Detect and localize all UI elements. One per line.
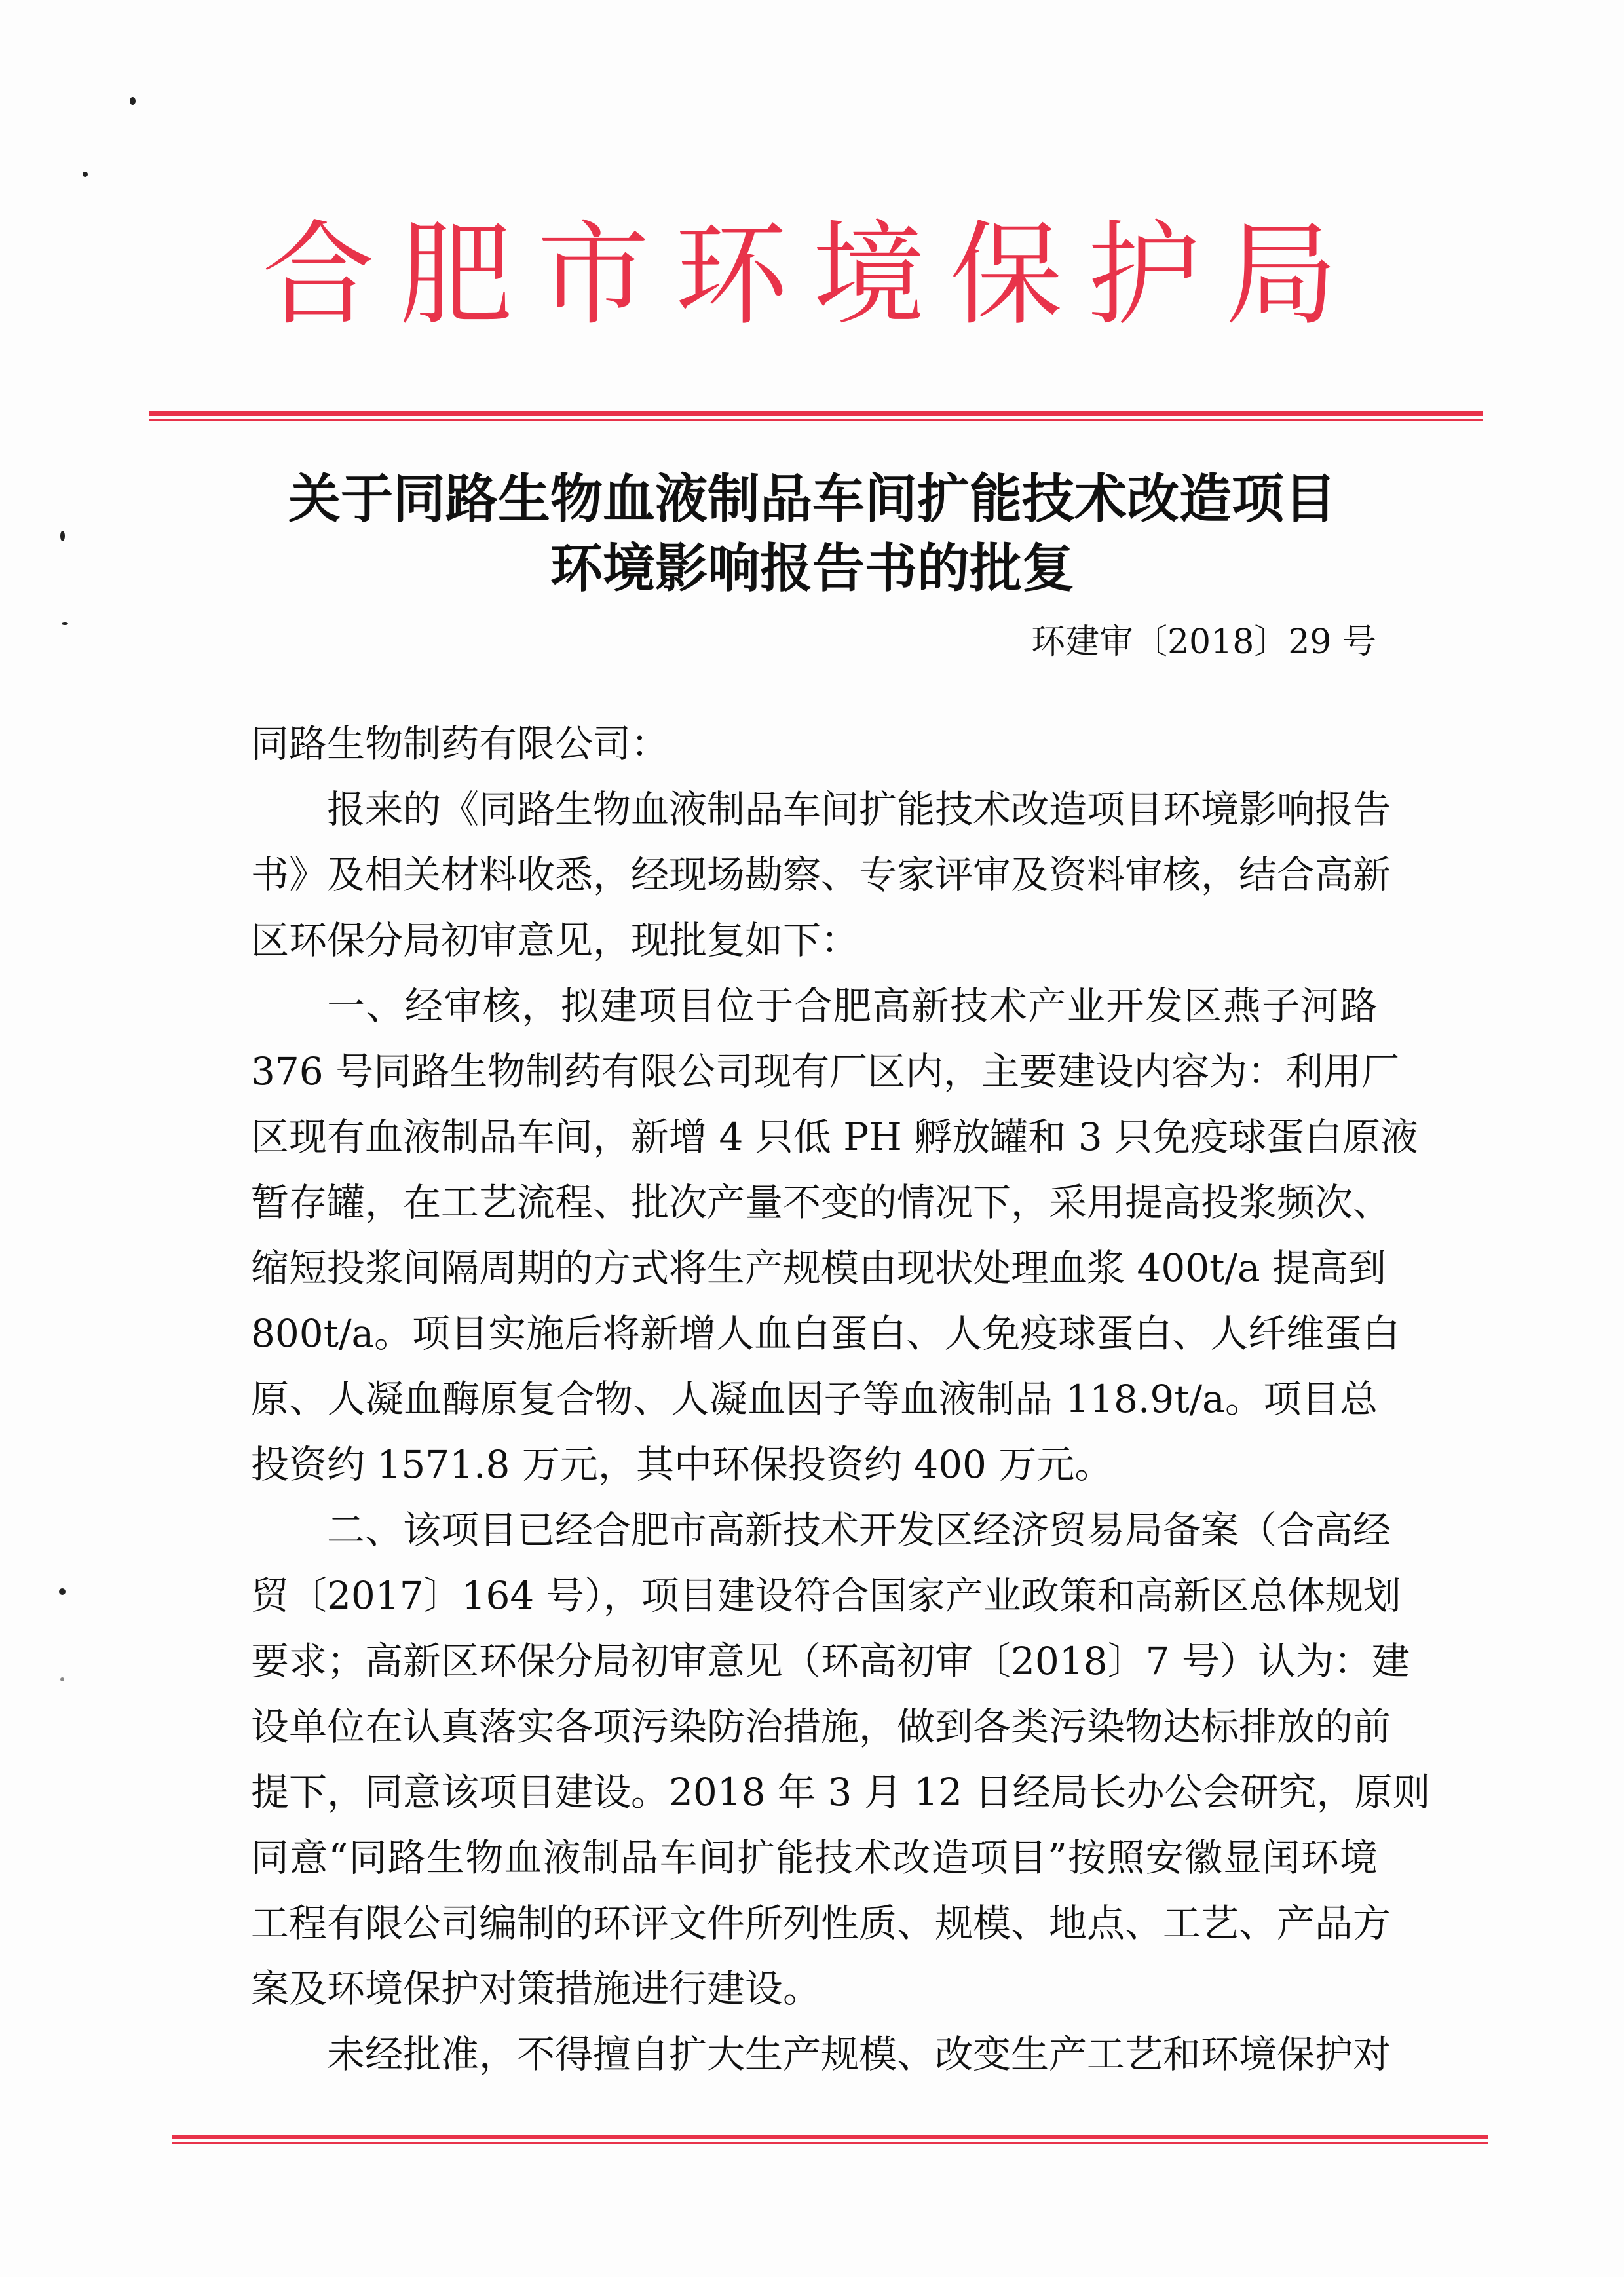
scan-speck	[60, 1677, 64, 1681]
scan-speck	[62, 622, 68, 625]
body-line: 工程有限公司编制的环评文件所列性质、规模、地点、工艺、产品方	[251, 1901, 1391, 1945]
body-line: 投资约 1571.8 万元，其中环保投资约 400 万元。	[251, 1442, 1113, 1487]
body-line: 设单位在认真落实各项污染防治措施，做到各类污染物达标排放的前	[251, 1704, 1391, 1749]
body-line: 案及环境保护对策措施进行建设。	[251, 1966, 821, 2011]
body-line: 800t/a。项目实施后将新增人血白蛋白、人免疫球蛋白、人纤维蛋白	[251, 1311, 1401, 1356]
red-rule-thin-line	[172, 2142, 1488, 2144]
body-line: 书》及相关材料收悉，经现场勘察、专家评审及资料审核，结合高新	[251, 852, 1391, 897]
letterhead-agency-name: 合肥市环境保护局	[262, 209, 1363, 341]
letterhead-red-rule	[149, 411, 1483, 422]
footer-red-rule	[172, 2135, 1488, 2145]
body-line: 376 号同路生物制药有限公司现有厂区内，主要建设内容为：利用厂	[251, 1049, 1400, 1094]
red-rule-thick-line	[149, 411, 1483, 416]
scan-speck	[60, 531, 65, 541]
body-line: 要求；高新区环保分局初审意见（环高初审〔2018〕7 号）认为：建	[251, 1639, 1410, 1683]
scan-speck	[59, 1588, 66, 1595]
red-rule-thin-line	[149, 419, 1483, 421]
addressee: 同路生物制药有限公司：	[251, 721, 670, 766]
document-title-line-1: 关于同路生物血液制品车间扩能技术改造项目	[288, 469, 1336, 529]
body-line: 缩短投浆间隔周期的方式将生产规模由现状处理血浆 400t/a 提高到	[251, 1246, 1387, 1290]
body-line: 贸〔2017〕164 号），项目建设符合国家产业政策和高新区总体规划	[251, 1573, 1401, 1618]
body-line: 原、人凝血酶原复合物、人凝血因子等血液制品 118.9t/a。项目总	[251, 1377, 1378, 1421]
body-line: 未经批准，不得擅自扩大生产规模、改变生产工艺和环境保护对	[327, 2032, 1391, 2076]
body-line: 二、该项目已经合肥市高新技术开发区经济贸易局备案（合高经	[327, 1508, 1391, 1552]
scan-speck	[83, 172, 88, 177]
body-line: 区现有血液制品车间，新增 4 只低 PH 孵放罐和 3 只免疫球蛋白原液	[251, 1115, 1419, 1159]
scan-speck	[130, 97, 136, 105]
body-line: 同意“同路生物血液制品车间扩能技术改造项目”按照安徽显闰环境	[251, 1835, 1378, 1880]
body-line: 暂存罐，在工艺流程、批次产量不变的情况下，采用提高投浆频次、	[251, 1180, 1391, 1225]
body-line: 区环保分局初审意见，现批复如下：	[251, 918, 859, 963]
red-rule-thick-line	[172, 2135, 1488, 2139]
document-number: 环建审〔2018〕29 号	[1030, 622, 1376, 662]
body-line: 报来的《同路生物血液制品车间扩能技术改造项目环境影响报告	[327, 787, 1391, 832]
document-title-line-2: 环境影响报告书的批复	[550, 538, 1074, 599]
body-line: 一、经审核，拟建项目位于合肥高新技术产业开发区燕子河路	[327, 984, 1378, 1028]
body-line: 提下，同意该项目建设。2018 年 3 月 12 日经局长办公会研究，原则	[251, 1770, 1431, 1814]
